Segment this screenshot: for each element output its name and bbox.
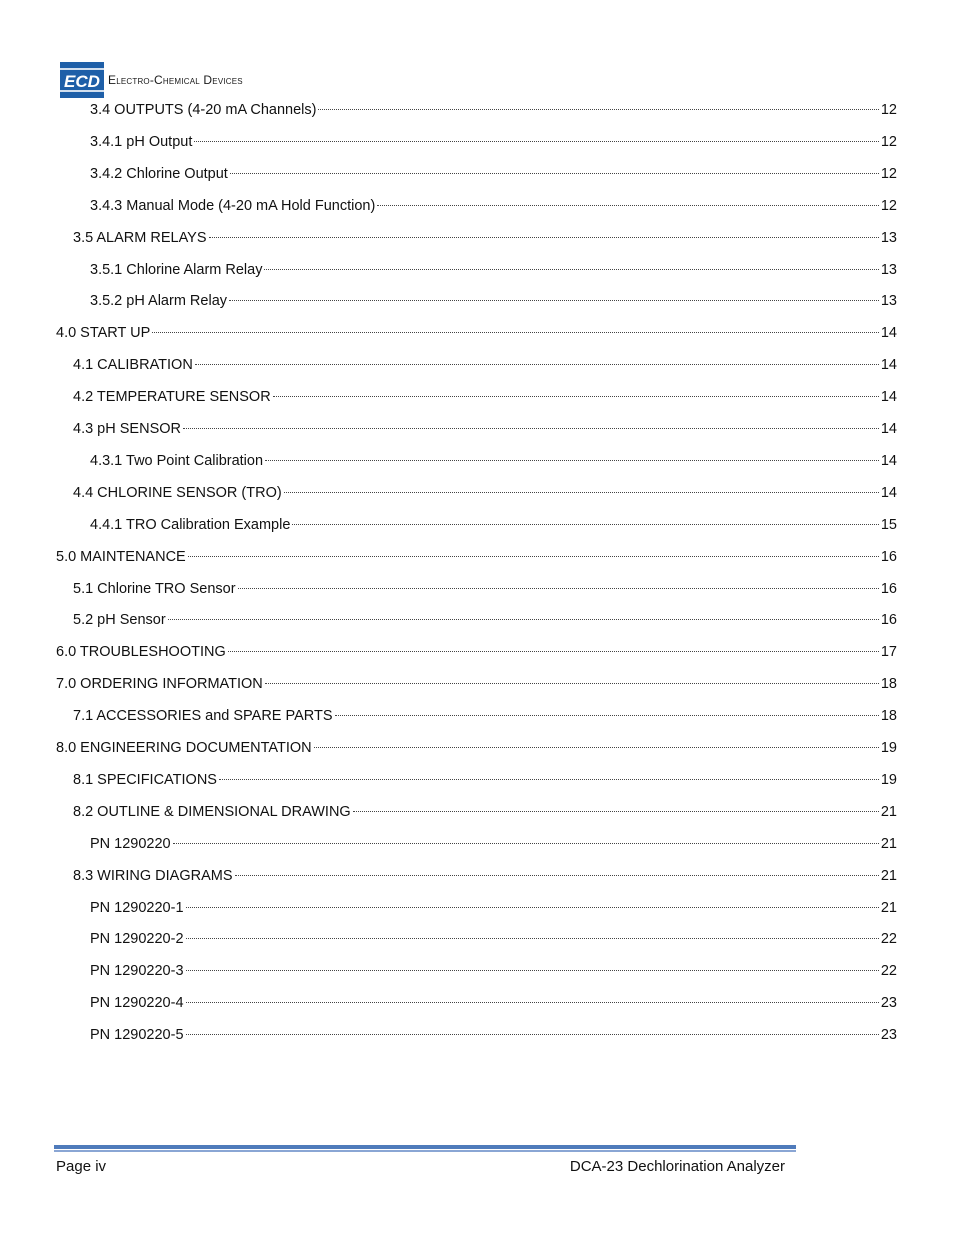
toc-entry-label: PN 1290220-4: [90, 995, 184, 1012]
toc-entry-label: PN 1290220-5: [90, 1027, 184, 1044]
toc-entry-page: 16: [880, 612, 897, 629]
toc-entry-page: 18: [880, 676, 897, 693]
toc-entry[interactable]: [90, 898, 897, 918]
toc-entry-page: 17: [880, 644, 897, 661]
toc-dot-leader: [229, 300, 879, 301]
toc-entry[interactable]: [90, 961, 897, 981]
toc-dot-leader: [265, 460, 879, 461]
toc-entry-label: 4.3.1 Two Point Calibration: [90, 452, 264, 469]
toc-entry-label: 3.5.2 pH Alarm Relay: [90, 293, 228, 310]
toc-entry-page: 19: [880, 771, 897, 788]
toc-entry[interactable]: [90, 834, 897, 854]
toc-dot-leader: [353, 811, 879, 812]
toc-entry-page: 13: [880, 261, 897, 278]
toc-entry-page: 21: [880, 867, 897, 884]
toc-dot-leader: [186, 907, 879, 908]
toc-entry[interactable]: [73, 866, 897, 886]
toc-dot-leader: [314, 747, 879, 748]
toc-dot-leader: [173, 843, 879, 844]
toc-entry[interactable]: [90, 929, 897, 949]
toc-dot-leader: [194, 141, 878, 142]
toc-entry-page: 12: [880, 197, 897, 214]
toc-entry-label: 8.3 WIRING DIAGRAMS: [73, 867, 233, 884]
toc-entry-page: 14: [880, 357, 897, 374]
footer-doc-title: DCA-23 Dechlorination Analyzer: [569, 1158, 785, 1175]
toc-entry-label: PN 1290220: [90, 835, 171, 852]
toc-entry-label: 3.4 OUTPUTS (4-20 mA Channels): [90, 102, 317, 118]
toc-entry-page: 16: [880, 580, 897, 597]
toc-dot-leader: [188, 556, 879, 557]
toc-dot-leader: [284, 492, 879, 493]
toc-entry-label: 5.1 Chlorine TRO Sensor: [73, 580, 236, 597]
toc-dot-leader: [186, 1002, 879, 1003]
footer-rule: [54, 1145, 796, 1149]
toc-entry-label: 3.4.2 Chlorine Output: [90, 165, 228, 182]
toc-entry-page: 12: [880, 102, 897, 118]
toc-entry-page: 13: [880, 229, 897, 246]
toc-entry[interactable]: [90, 993, 897, 1013]
toc-dot-leader: [186, 938, 879, 939]
footer-rule-shadow: [54, 1150, 796, 1152]
footer-page-number: Page iv: [56, 1158, 107, 1175]
logo-company-name: Electro-Chemical Devices: [108, 73, 243, 87]
toc-entry-label: 5.0 MAINTENANCE: [56, 548, 186, 565]
toc-entry-page: 15: [880, 516, 897, 533]
toc-entry[interactable]: [90, 196, 897, 216]
toc-entry[interactable]: [73, 706, 897, 726]
toc-dot-leader: [183, 428, 879, 429]
toc-entry[interactable]: [90, 1025, 897, 1045]
toc-entry-page: 14: [880, 421, 897, 437]
toc-entry-label: PN 1290220-3: [90, 963, 184, 980]
toc-entry[interactable]: [90, 451, 897, 471]
toc-entry-label: 7.1 ACCESSORIES and SPARE PARTS: [73, 708, 333, 725]
toc-dot-leader: [292, 524, 878, 525]
toc-entry-page: 14: [880, 389, 897, 406]
toc-entry[interactable]: [73, 483, 897, 503]
toc-entry-page: 14: [880, 325, 897, 342]
toc-dot-leader: [238, 588, 879, 589]
toc-entry-label: 3.5 ALARM RELAYS: [73, 229, 207, 246]
toc-entry[interactable]: [90, 515, 897, 535]
toc-entry-label: PN 1290220-1: [90, 899, 184, 916]
toc-entry-page: 21: [880, 835, 897, 852]
toc-dot-leader: [335, 715, 879, 716]
toc-entry-label: 4.3 pH SENSOR: [73, 421, 181, 437]
toc-entry-label: 4.2 TEMPERATURE SENSOR: [73, 389, 271, 406]
toc-entry-label: 6.0 TROUBLESHOOTING: [56, 644, 226, 661]
toc-entry[interactable]: [73, 802, 897, 822]
toc-entry[interactable]: [56, 674, 897, 694]
toc-dot-leader: [186, 1034, 879, 1035]
company-logo: [60, 60, 243, 100]
toc-entry-page: 12: [880, 165, 897, 182]
logo-mark-text: ECD: [64, 72, 100, 91]
toc-entry-page: 22: [880, 963, 897, 980]
toc-entry-page: 21: [880, 899, 897, 916]
toc-entry[interactable]: [90, 164, 897, 184]
toc-entry[interactable]: [56, 547, 897, 567]
toc-dot-leader: [235, 875, 879, 876]
toc-entry[interactable]: [56, 323, 897, 343]
toc-dot-leader: [168, 619, 879, 620]
toc-dot-leader: [186, 970, 879, 971]
toc-entry-page: 19: [880, 740, 897, 756]
toc-entry[interactable]: [73, 770, 897, 790]
toc-entry[interactable]: [73, 228, 897, 248]
toc-entry-page: 18: [880, 708, 897, 725]
toc-entry[interactable]: [56, 738, 897, 758]
toc-entry-label: 4.4 CHLORINE SENSOR (TRO): [73, 484, 282, 501]
toc-entry-page: 14: [880, 484, 897, 501]
toc-entry-page: 13: [880, 293, 897, 310]
toc-entry-label: 3.4.3 Manual Mode (4-20 mA Hold Function): [90, 197, 376, 214]
toc-dot-leader: [230, 173, 879, 174]
toc-entry-page: 22: [880, 931, 897, 948]
ecd-logo-icon: [60, 62, 104, 98]
toc-entry-page: 23: [880, 1027, 897, 1044]
toc-entry-label: 4.1 CALIBRATION: [73, 357, 193, 374]
toc-entry[interactable]: [73, 419, 897, 439]
toc-entry-page: 21: [880, 803, 897, 820]
toc-entry-label: 8.0 ENGINEERING DOCUMENTATION: [56, 740, 312, 756]
toc-dot-leader: [209, 237, 879, 238]
toc-entry[interactable]: [90, 132, 897, 152]
toc-entry[interactable]: [90, 100, 897, 120]
toc-dot-leader: [195, 364, 879, 365]
toc-dot-leader: [152, 332, 879, 333]
toc-entry-label: 4.4.1 TRO Calibration Example: [90, 516, 291, 533]
toc-entry-label: 3.5.1 Chlorine Alarm Relay: [90, 261, 263, 278]
toc-entry-label: 8.1 SPECIFICATIONS: [73, 771, 217, 788]
toc-entry[interactable]: [90, 260, 897, 280]
toc-dot-leader: [264, 269, 878, 270]
toc-entry-page: 14: [880, 452, 897, 469]
toc-dot-leader: [377, 205, 879, 206]
toc-entry-page: 16: [880, 548, 897, 565]
toc-entry-label: 5.2 pH Sensor: [73, 612, 166, 629]
toc-entry-label: 3.4.1 pH Output: [90, 133, 193, 150]
toc-dot-leader: [273, 396, 879, 397]
toc-dot-leader: [228, 651, 879, 652]
toc-entry-label: 7.0 ORDERING INFORMATION: [56, 676, 263, 693]
toc-entry[interactable]: [73, 387, 897, 407]
toc-entry-label: PN 1290220-2: [90, 931, 184, 948]
toc-entry-page: 23: [880, 995, 897, 1012]
toc-dot-leader: [265, 683, 879, 684]
toc-entry-label: 4.0 START UP: [56, 325, 151, 342]
toc-entry[interactable]: [73, 579, 897, 599]
toc-dot-leader: [219, 779, 879, 780]
toc-dot-leader: [318, 109, 878, 110]
toc-entry[interactable]: [73, 355, 897, 375]
toc-entry[interactable]: [73, 610, 897, 630]
toc-entry-page: 12: [880, 133, 897, 150]
toc-entry[interactable]: [90, 291, 897, 311]
toc-entry-label: 8.2 OUTLINE & DIMENSIONAL DRAWING: [73, 803, 351, 820]
toc-entry[interactable]: [56, 642, 897, 662]
